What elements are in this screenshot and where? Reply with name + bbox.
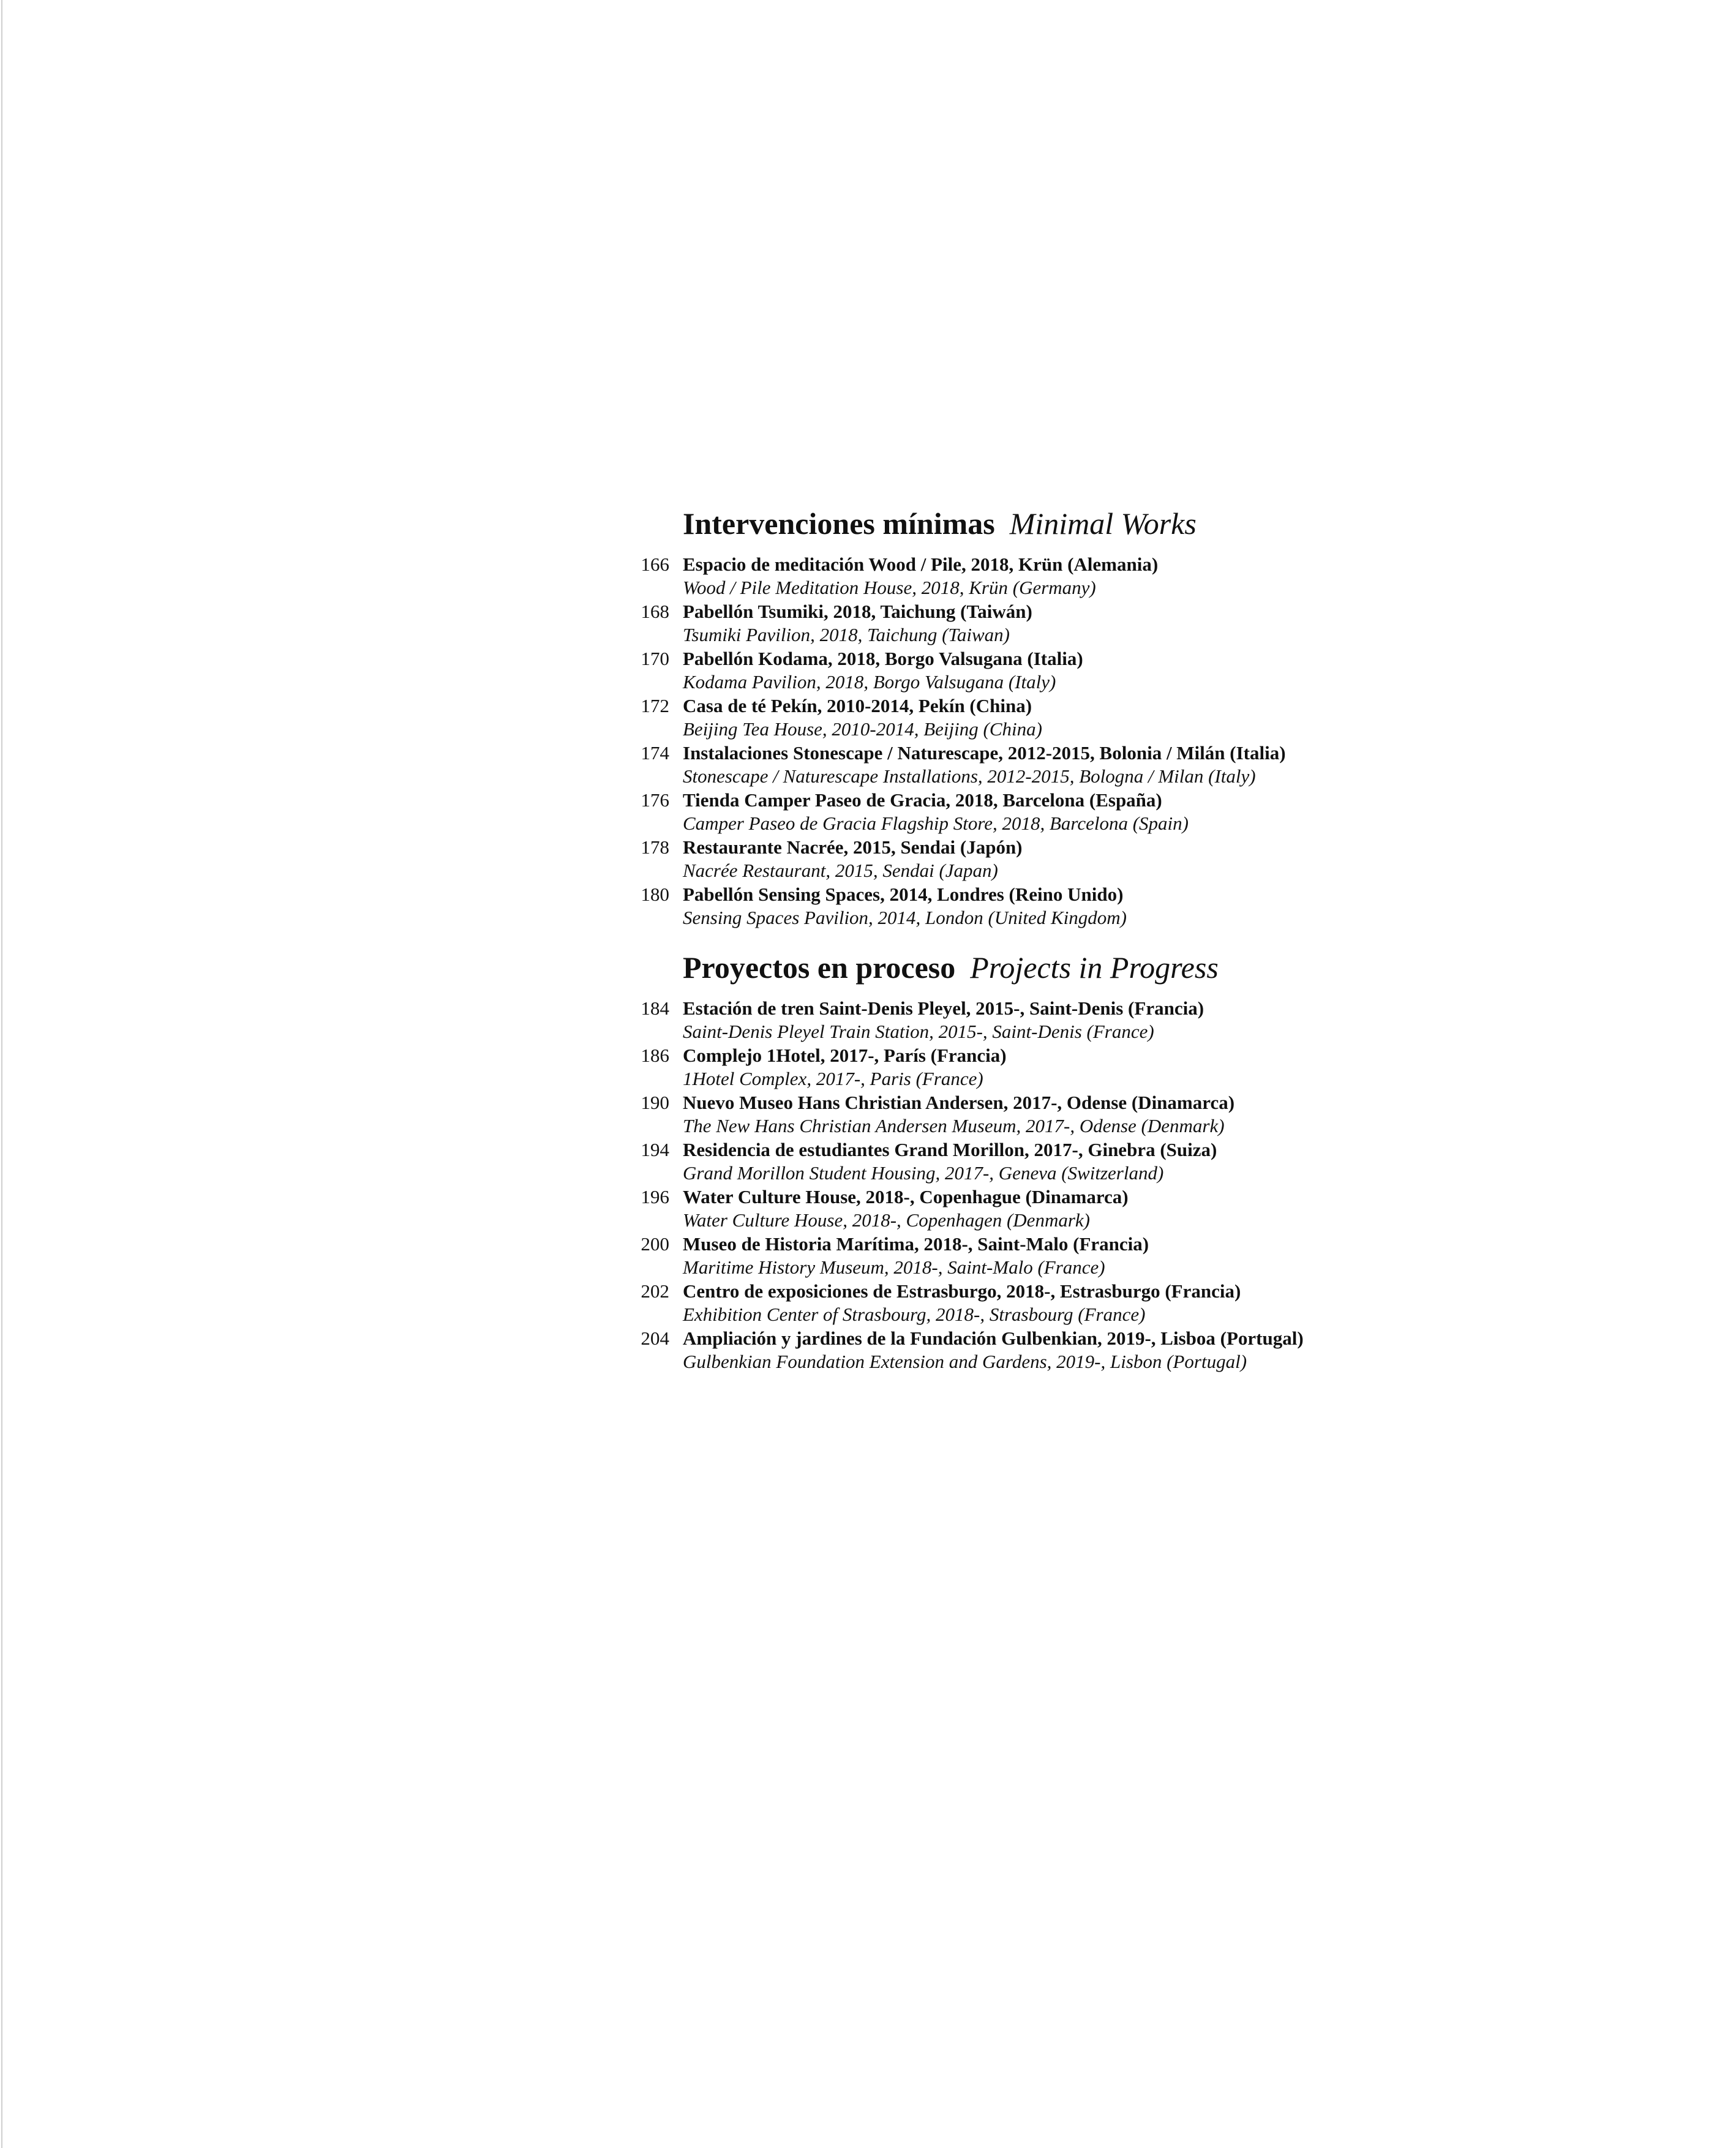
title-en: Stonescape / Naturescape Installations, 2012-2015, Bologna / Milan (Italy) bbox=[683, 765, 1256, 787]
page-number: 180 bbox=[641, 884, 669, 905]
toc-entry[interactable] bbox=[634, 553, 1712, 599]
toc-entry[interactable] bbox=[634, 836, 1712, 882]
page-number: 168 bbox=[641, 601, 669, 622]
page-number: 186 bbox=[641, 1045, 669, 1066]
title-es: Espacio de meditación Wood / Pile, 2018, Krün (Alemania) bbox=[683, 554, 1159, 575]
section-heading bbox=[634, 943, 1712, 992]
table-of-contents bbox=[634, 499, 1712, 1383]
toc-entry[interactable] bbox=[634, 1280, 1712, 1326]
title-en: Nacrée Restaurant, 2015, Sendai (Japan) bbox=[683, 860, 998, 881]
title-es: Ampliación y jardines de la Fundación Gulbenkian, 2019-, Lisboa (Portugal) bbox=[683, 1327, 1304, 1349]
title-es: Pabellón Tsumiki, 2018, Taichung (Taiwán) bbox=[683, 601, 1032, 622]
title-es: Complejo 1Hotel, 2017-, París (Francia) bbox=[683, 1045, 1007, 1066]
page-number: 174 bbox=[641, 742, 669, 764]
title-en: 1Hotel Complex, 2017-, Paris (France) bbox=[683, 1068, 983, 1089]
entry-text bbox=[683, 553, 1158, 599]
title-en: Wood / Pile Meditation House, 2018, Krün (Germany) bbox=[683, 577, 1096, 598]
page-number: 200 bbox=[641, 1233, 669, 1255]
toc-entry[interactable] bbox=[634, 1327, 1712, 1373]
entry-text bbox=[683, 600, 1032, 647]
title-es: Pabellón Sensing Spaces, 2014, Londres (Reino Unido) bbox=[683, 884, 1124, 905]
section-minimal-works bbox=[634, 499, 1712, 929]
page-number: 202 bbox=[641, 1280, 669, 1302]
title-en: Grand Morillon Student Housing, 2017-, Geneva (Switzerland) bbox=[683, 1162, 1164, 1184]
toc-entry[interactable] bbox=[634, 1185, 1712, 1232]
title-es: Nuevo Museo Hans Christian Andersen, 2017-, Odense (Dinamarca) bbox=[683, 1092, 1235, 1113]
section-heading-en: Projects in Progress bbox=[970, 950, 1219, 985]
page-number: 170 bbox=[641, 648, 669, 669]
toc-entry[interactable] bbox=[634, 1091, 1712, 1138]
entry-text bbox=[683, 883, 1127, 929]
toc-entry[interactable] bbox=[634, 997, 1712, 1043]
page-number: 194 bbox=[641, 1139, 669, 1160]
toc-entry[interactable] bbox=[634, 742, 1712, 788]
toc-entry[interactable] bbox=[634, 883, 1712, 929]
title-en: The New Hans Christian Andersen Museum, 2017-, Odense (Denmark) bbox=[683, 1115, 1225, 1136]
page-number: 166 bbox=[641, 554, 669, 575]
section-heading bbox=[634, 499, 1712, 548]
title-en: Exhibition Center of Strasbourg, 2018-, Strasbourg (France) bbox=[683, 1304, 1146, 1325]
title-es: Instalaciones Stonescape / Naturescape, 2012-2015, Bolonia / Milán (Italia) bbox=[683, 742, 1286, 764]
page-number: 176 bbox=[641, 789, 669, 811]
toc-entry[interactable] bbox=[634, 1138, 1712, 1185]
entry-text bbox=[683, 694, 1042, 741]
title-en: Saint-Denis Pleyel Train Station, 2015-, Saint-Denis (France) bbox=[683, 1021, 1154, 1042]
entry-text bbox=[683, 1044, 1007, 1091]
title-en: Water Culture House, 2018-, Copenhagen (Denmark) bbox=[683, 1209, 1090, 1231]
toc-entry[interactable] bbox=[634, 694, 1712, 741]
title-es: Estación de tren Saint-Denis Pleyel, 2015-, Saint-Denis (Francia) bbox=[683, 997, 1204, 1019]
title-es: Museo de Historia Marítima, 2018-, Saint-Malo (Francia) bbox=[683, 1233, 1149, 1255]
title-en: Camper Paseo de Gracia Flagship Store, 2018, Barcelona (Spain) bbox=[683, 813, 1189, 834]
title-es: Restaurante Nacrée, 2015, Sendai (Japón) bbox=[683, 836, 1023, 858]
title-en: Maritime History Museum, 2018-, Saint-Malo (France) bbox=[683, 1256, 1105, 1278]
entry-text bbox=[683, 1185, 1129, 1232]
page-number: 196 bbox=[641, 1186, 669, 1207]
page-number: 190 bbox=[641, 1092, 669, 1113]
entry-text bbox=[683, 789, 1189, 835]
entry-text bbox=[683, 1233, 1149, 1279]
title-es: Pabellón Kodama, 2018, Borgo Valsugana (Italia) bbox=[683, 648, 1083, 669]
entry-text bbox=[683, 1091, 1234, 1138]
entry-text bbox=[683, 1280, 1241, 1326]
page-number: 178 bbox=[641, 836, 669, 858]
page-number: 184 bbox=[641, 997, 669, 1019]
section-heading-en: Minimal Works bbox=[1009, 506, 1197, 541]
toc-entry[interactable] bbox=[634, 647, 1712, 694]
section-heading-es: Proyectos en proceso bbox=[683, 950, 956, 985]
entry-text bbox=[683, 997, 1204, 1043]
title-es: Tienda Camper Paseo de Gracia, 2018, Barcelona (España) bbox=[683, 789, 1162, 811]
title-es: Residencia de estudiantes Grand Morillon, 2017-, Ginebra (Suiza) bbox=[683, 1139, 1217, 1160]
page-number: 204 bbox=[641, 1327, 669, 1349]
title-en: Tsumiki Pavilion, 2018, Taichung (Taiwan) bbox=[683, 624, 1010, 645]
toc-entry[interactable] bbox=[634, 1044, 1712, 1091]
page-number: 172 bbox=[641, 695, 669, 716]
toc-entry[interactable] bbox=[634, 789, 1712, 835]
title-es: Casa de té Pekín, 2010-2014, Pekín (China) bbox=[683, 695, 1032, 716]
page-edge-line bbox=[1, 0, 2, 2148]
title-en: Sensing Spaces Pavilion, 2014, London (United Kingdom) bbox=[683, 907, 1127, 928]
section-heading-es: Intervenciones mínimas bbox=[683, 506, 995, 541]
title-en: Beijing Tea House, 2010-2014, Beijing (China) bbox=[683, 718, 1042, 740]
title-es: Water Culture House, 2018-, Copenhague (Dinamarca) bbox=[683, 1186, 1129, 1207]
entry-text bbox=[683, 647, 1083, 694]
entry-text bbox=[683, 836, 1023, 882]
toc-entry[interactable] bbox=[634, 600, 1712, 647]
title-es: Centro de exposiciones de Estrasburgo, 2018-, Estrasburgo (Francia) bbox=[683, 1280, 1241, 1302]
entry-text bbox=[683, 1138, 1217, 1185]
title-en: Gulbenkian Foundation Extension and Gardens, 2019-, Lisbon (Portugal) bbox=[683, 1351, 1247, 1372]
toc-entry[interactable] bbox=[634, 1233, 1712, 1279]
title-en: Kodama Pavilion, 2018, Borgo Valsugana (Italy) bbox=[683, 671, 1056, 693]
section-projects-in-progress bbox=[634, 943, 1712, 1373]
entry-text bbox=[683, 742, 1286, 788]
entry-text bbox=[683, 1327, 1304, 1373]
